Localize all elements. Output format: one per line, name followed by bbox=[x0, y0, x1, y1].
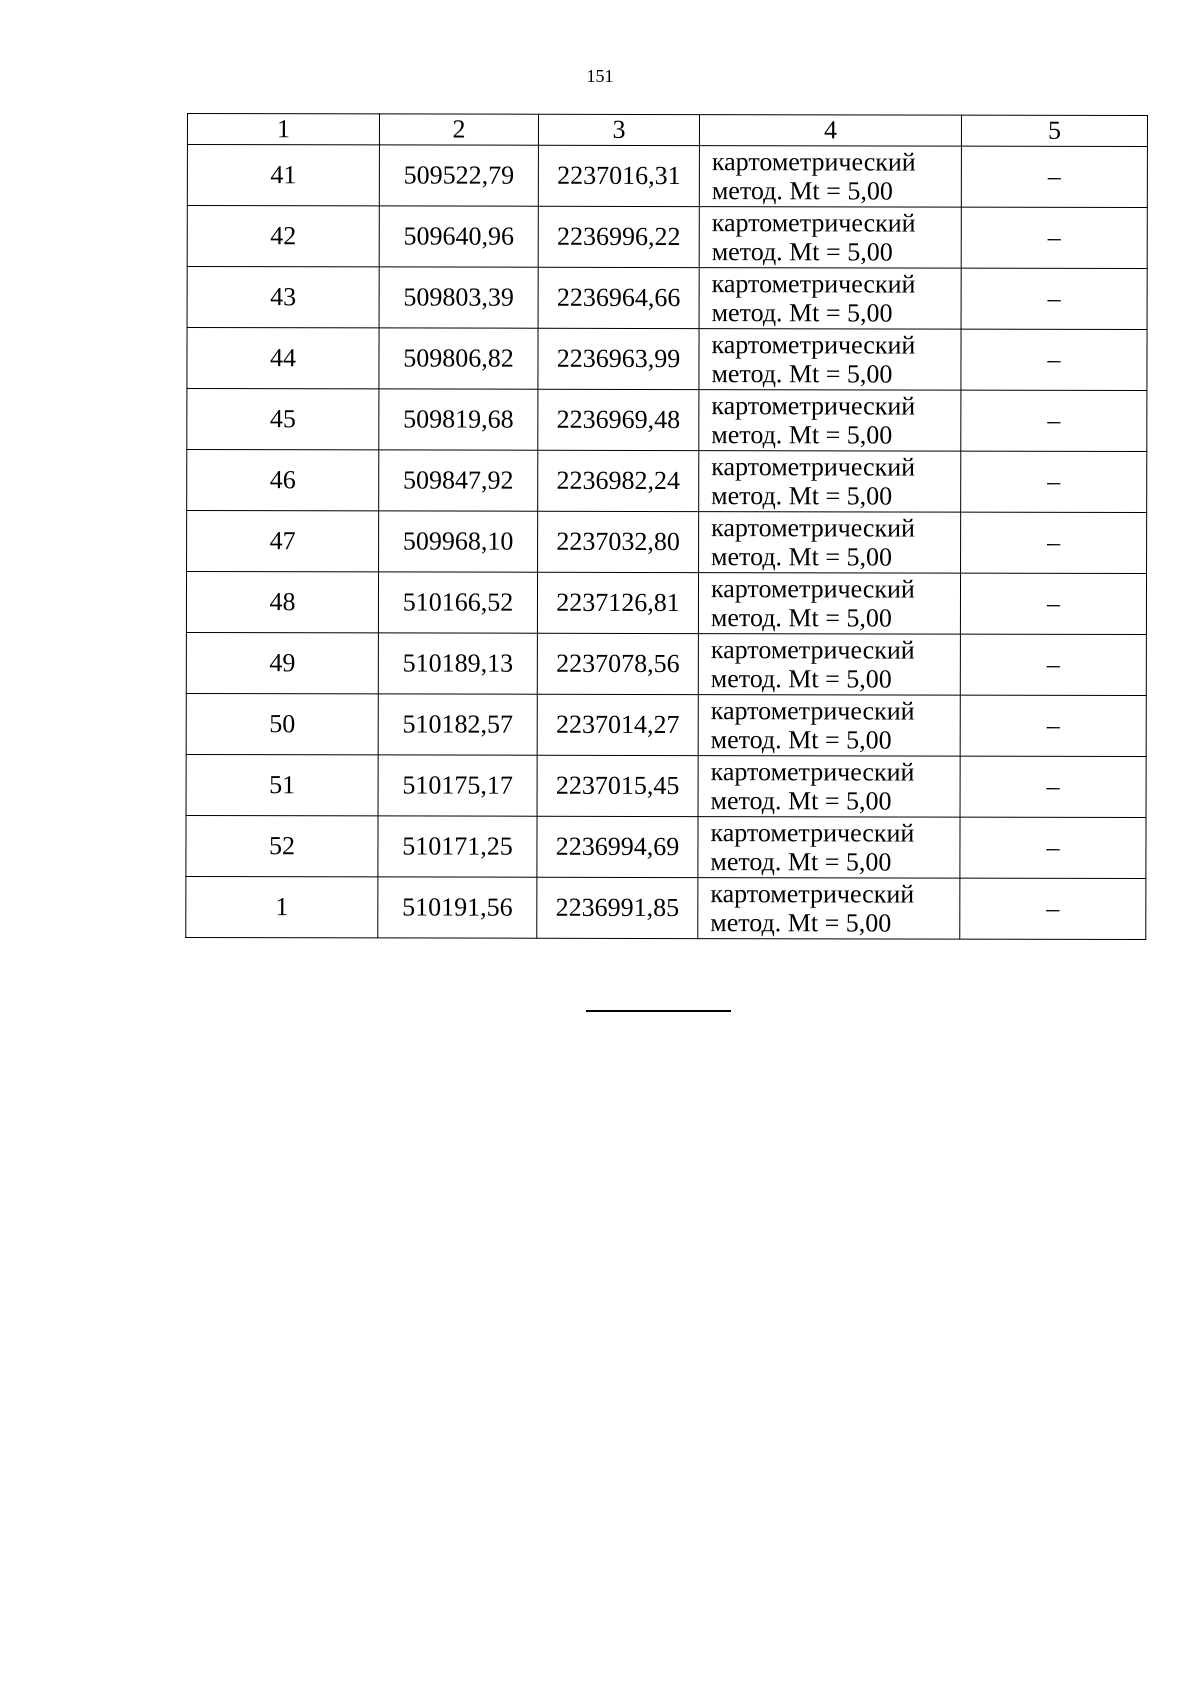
table-body bbox=[186, 145, 1148, 940]
table-row bbox=[186, 693, 1146, 756]
method-line-2: метод. Mt = 5,00 bbox=[710, 725, 892, 755]
method-cell bbox=[698, 817, 960, 879]
x-coordinate-cell: 510182,57 bbox=[378, 694, 537, 755]
method-cell bbox=[698, 878, 960, 940]
table-row bbox=[186, 754, 1146, 817]
x-coordinate-cell: 510175,17 bbox=[378, 755, 537, 816]
y-coordinate-cell: 2236994,69 bbox=[537, 816, 698, 877]
point-number-cell: 1 bbox=[186, 876, 378, 937]
table-row bbox=[186, 876, 1146, 939]
point-number-cell: 42 bbox=[187, 206, 379, 267]
header-col-3: 3 bbox=[538, 114, 699, 145]
col5-cell: – bbox=[961, 268, 1147, 329]
page-number: 151 bbox=[586, 66, 614, 86]
method-cell bbox=[699, 207, 961, 269]
method-line-1: картометрический bbox=[710, 696, 915, 726]
method-cell bbox=[698, 573, 960, 635]
y-coordinate-cell: 2236963,99 bbox=[538, 328, 699, 389]
x-coordinate-cell: 509522,79 bbox=[379, 145, 538, 206]
method-line-2: метод. Mt = 5,00 bbox=[711, 298, 893, 328]
x-coordinate-cell: 509847,92 bbox=[379, 450, 538, 511]
end-rule bbox=[586, 1010, 731, 1012]
x-coordinate-cell: 510189,13 bbox=[378, 633, 537, 694]
table-row bbox=[187, 328, 1147, 391]
point-number-cell: 50 bbox=[186, 693, 378, 754]
header-col-2: 2 bbox=[379, 114, 538, 145]
point-number-cell: 52 bbox=[186, 815, 378, 876]
table-row bbox=[186, 815, 1146, 878]
method-line-1: картометрический bbox=[711, 452, 916, 482]
point-number-cell: 44 bbox=[187, 328, 379, 389]
method-line-2: метод. Mt = 5,00 bbox=[711, 481, 893, 511]
method-line-1: картометрический bbox=[710, 757, 915, 787]
col5-cell: – bbox=[961, 207, 1147, 268]
method-cell bbox=[699, 268, 961, 330]
col5-cell: – bbox=[960, 695, 1146, 756]
x-coordinate-cell: 509806,82 bbox=[379, 328, 538, 389]
y-coordinate-cell: 2236969,48 bbox=[538, 389, 699, 450]
table-row bbox=[187, 206, 1147, 269]
method-cell bbox=[699, 390, 961, 452]
y-coordinate-cell: 2237015,45 bbox=[537, 755, 698, 816]
method-cell bbox=[698, 634, 960, 696]
point-number-cell: 43 bbox=[187, 267, 379, 328]
header-col-1: 1 bbox=[187, 114, 379, 145]
method-line-1: картометрический bbox=[711, 269, 916, 299]
point-number-cell: 46 bbox=[187, 450, 379, 511]
method-line-2: метод. Mt = 5,00 bbox=[710, 603, 892, 633]
col5-cell: – bbox=[960, 573, 1146, 634]
y-coordinate-cell: 2236991,85 bbox=[537, 877, 698, 938]
header-col-4: 4 bbox=[699, 115, 961, 147]
x-coordinate-cell: 510166,52 bbox=[378, 572, 537, 633]
method-cell bbox=[698, 756, 960, 818]
table-row bbox=[187, 145, 1147, 208]
method-cell bbox=[699, 146, 961, 208]
col5-cell: – bbox=[961, 451, 1147, 512]
y-coordinate-cell: 2237126,81 bbox=[537, 572, 698, 633]
col5-cell: – bbox=[960, 817, 1146, 878]
point-number-cell: 48 bbox=[186, 572, 378, 633]
point-number-cell: 45 bbox=[187, 389, 379, 450]
method-line-2: метод. Mt = 5,00 bbox=[710, 847, 892, 877]
x-coordinate-cell: 509640,96 bbox=[379, 206, 538, 267]
x-coordinate-cell: 509819,68 bbox=[379, 389, 538, 450]
method-line-1: картометрический bbox=[711, 513, 915, 543]
header-col-5: 5 bbox=[961, 115, 1147, 146]
point-number-cell: 47 bbox=[187, 511, 379, 572]
method-line-2: метод. Mt = 5,00 bbox=[710, 908, 892, 938]
y-coordinate-cell: 2236964,66 bbox=[538, 267, 699, 328]
y-coordinate-cell: 2236982,24 bbox=[538, 450, 699, 511]
method-line-2: метод. Mt = 5,00 bbox=[711, 176, 893, 206]
method-line-1: картометрический bbox=[711, 330, 916, 360]
method-line-1: картометрический bbox=[711, 147, 916, 177]
col5-cell: – bbox=[961, 512, 1147, 573]
method-cell bbox=[699, 451, 961, 513]
x-coordinate-cell: 509968,10 bbox=[379, 511, 538, 572]
x-coordinate-cell: 510171,25 bbox=[378, 816, 537, 877]
col5-cell: – bbox=[961, 329, 1147, 390]
table-row bbox=[187, 450, 1147, 513]
col5-cell: – bbox=[960, 634, 1146, 695]
method-line-1: картометрический bbox=[711, 391, 916, 421]
point-number-cell: 41 bbox=[187, 145, 379, 206]
method-line-2: метод. Mt = 5,00 bbox=[711, 359, 893, 389]
method-line-1: картометрический bbox=[710, 818, 915, 848]
col5-cell: – bbox=[960, 878, 1146, 939]
method-line-2: метод. Mt = 5,00 bbox=[711, 420, 893, 450]
method-line-1: картометрический bbox=[710, 635, 915, 665]
table-header-row bbox=[187, 114, 1147, 147]
y-coordinate-cell: 2237016,31 bbox=[538, 145, 699, 206]
col5-cell: – bbox=[960, 756, 1146, 817]
table-row bbox=[187, 389, 1147, 452]
x-coordinate-cell: 510191,56 bbox=[378, 877, 537, 938]
method-line-2: метод. Mt = 5,00 bbox=[711, 237, 893, 267]
method-line-1: картометрический bbox=[710, 879, 915, 909]
method-line-1: картометрический bbox=[711, 208, 916, 238]
method-line-2: метод. Mt = 5,00 bbox=[711, 542, 893, 572]
method-line-2: метод. Mt = 5,00 bbox=[710, 664, 892, 694]
table-row bbox=[187, 267, 1147, 330]
method-line-1: картометрический bbox=[710, 574, 915, 604]
table-row bbox=[186, 572, 1146, 635]
col5-cell: – bbox=[961, 146, 1147, 207]
point-number-cell: 51 bbox=[186, 754, 378, 815]
method-cell bbox=[699, 329, 961, 391]
col5-cell: – bbox=[961, 390, 1147, 451]
y-coordinate-cell: 2236996,22 bbox=[538, 206, 699, 267]
table-row bbox=[187, 511, 1147, 574]
table-row bbox=[186, 632, 1146, 695]
method-cell bbox=[698, 695, 960, 757]
point-number-cell: 49 bbox=[186, 632, 378, 693]
y-coordinate-cell: 2237078,56 bbox=[537, 633, 698, 694]
y-coordinate-cell: 2237032,80 bbox=[538, 511, 699, 572]
method-cell bbox=[699, 512, 961, 574]
method-line-2: метод. Mt = 5,00 bbox=[710, 786, 892, 816]
y-coordinate-cell: 2237014,27 bbox=[537, 694, 698, 755]
coordinates-table bbox=[185, 113, 1148, 940]
x-coordinate-cell: 509803,39 bbox=[379, 267, 538, 328]
